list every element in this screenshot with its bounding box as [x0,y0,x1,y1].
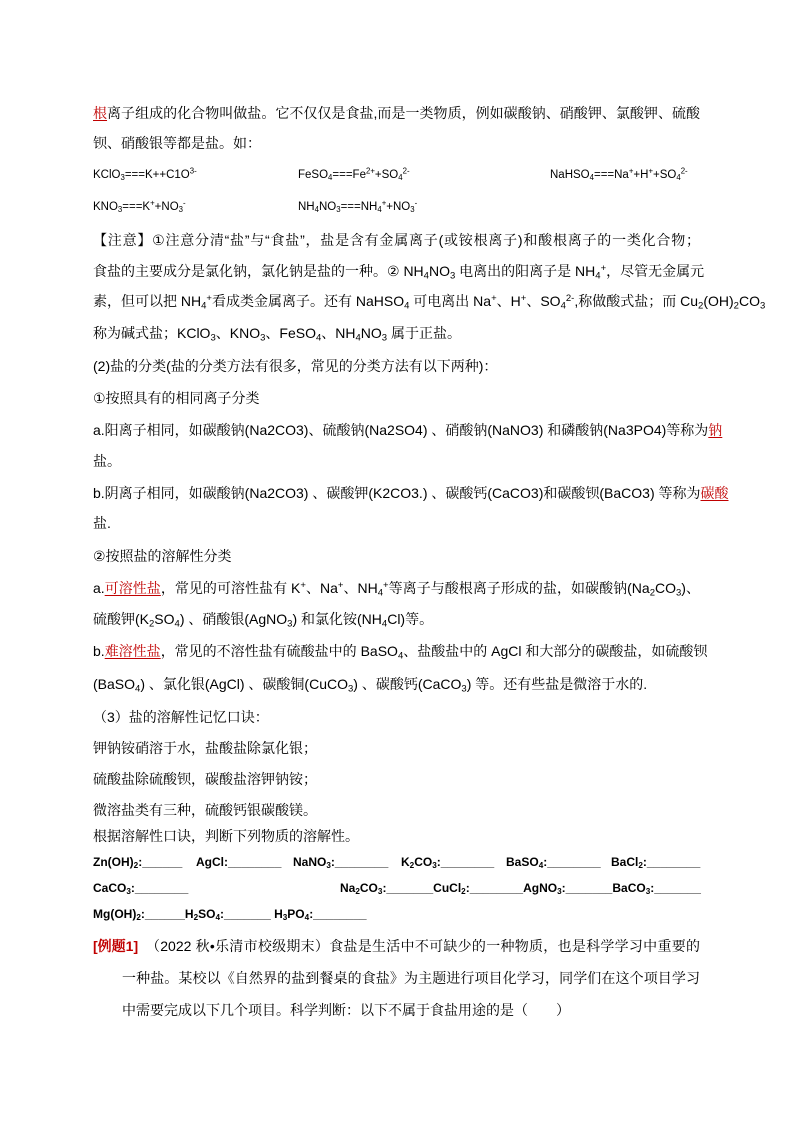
text-run: K [401,855,410,869]
intro-line [93,105,700,121]
text-run: 【注意】①注意分清“盐”与“食盐”，盐是含有金属离子(或铵根离子)和酸根离子的一类化合物； [93,232,700,248]
highlighted-term: 根 [93,105,108,121]
text-run: PO [287,907,305,921]
text-run: 盐。 [93,453,121,469]
text-run: a.阳离子相同，如碳酸钠(Na2CO3)、硫酸钠(Na2SO4) 、硝酸钠(NaNO3) 和磷酸钠(Na3PO4)等称为 [93,422,709,438]
subscript: 4 [404,300,410,312]
text-run: +SO [653,169,677,181]
subscript: 4 [423,270,429,282]
quiz-item [93,881,188,895]
text-run: ===K [122,201,151,213]
text-run: :_______CuCl [382,881,462,895]
text-run: )、 [681,580,700,596]
subscript: 2 [355,887,360,897]
subscript: 4 [377,204,382,214]
subscript: 3 [377,887,383,897]
text-run: :_______BaCO [561,881,646,895]
text-run: 、KNO [215,325,261,341]
superscript: + [491,292,497,304]
text-run: NaNO [293,855,327,869]
text-run: CO [359,881,378,895]
subscript: 2 [649,587,655,599]
text-run: 称为碱式盐；KClO [93,325,211,341]
text-run: :________ [309,907,367,921]
text-run: 一种盐。某校以《自然界的盐到餐桌的食盐》为主题进行项目化学习，同学们在这个项目学习 [122,970,700,986]
text-run: 、SO [526,293,561,309]
subscript: 4 [135,683,141,695]
text-run: AgCl:________ [196,855,282,869]
text-run: 电离出的阳离子是 NH [455,263,596,279]
example-label [93,938,138,954]
body-line [93,611,434,630]
body-line [93,676,648,695]
text-run: 离子组成的化合物叫做盐。它不仅仅是食盐,而是一类物质，例如碳酸钠、硝酸钾、氯酸钾、硫酸 [107,105,701,121]
superscript: 2- [680,166,688,176]
text-run: 中需要完成以下几个项目。科学判断：以下不属于食盐用途的是（ ） [122,1002,570,1018]
subscript: 3 [461,683,467,695]
subscript: 3 [326,861,331,871]
superscript: 2- [402,166,410,176]
text-run: CO [655,580,676,596]
subscript: 4 [397,650,404,662]
superscript: 2- [565,292,575,304]
subscript: 2 [409,861,415,871]
subscript: 2 [638,861,643,871]
text-run: 素，但可以把 NH [93,293,202,309]
ionization-equation [93,168,197,182]
text-run: KClO [93,169,121,181]
body-line [93,453,121,469]
text-run: +H [633,169,649,181]
subscript: 3 [287,618,293,630]
text-run: NO [360,325,382,341]
subscript: 3 [557,887,562,897]
text-run: 硫酸盐除硫酸钡，碳酸盐溶钾钠铵； [93,771,317,787]
superscript: + [383,579,389,591]
text-run: ) 等。还有些盐是微溶于水的. [466,676,648,692]
text-run: KNO [93,201,118,213]
text-run: NO [318,201,337,213]
text-run: ===K++C1O [124,169,190,181]
subscript: 2 [698,300,704,312]
body-line [93,422,723,438]
highlighted-term: 碳酸 [700,485,729,501]
text-run: 硫酸钾(K [93,611,149,627]
superscript: + [206,292,212,304]
text-run: :________ [642,855,701,869]
superscript: - [183,198,186,208]
text-run: Mg(OH) [93,907,137,921]
subscript: 4 [381,618,388,630]
subscript: 2 [461,887,466,897]
superscript: + [300,579,306,591]
quiz-item [196,855,281,869]
text-run: ===NH [340,201,378,213]
text-run: :________AgNO [465,881,558,895]
text-run: NO [428,263,450,279]
text-run: +SO [374,169,399,181]
text-run: 、Na [305,580,338,596]
superscript: + [600,262,607,274]
text-run: NH [298,201,315,213]
subscript: 3 [759,300,766,312]
note-line [93,262,705,282]
text-run: ①按照具有的相同离子分类 [93,390,260,406]
text-run: ===Na [593,169,629,181]
text-run: 属于正盐。 [387,325,461,341]
example-line [122,1002,570,1018]
quiz-item [293,855,388,869]
subscript: 3 [676,587,682,599]
text-run: （3）盐的溶解性记忆口诀： [93,709,269,725]
ionization-equation [298,168,410,182]
mnemonic-line [93,740,317,756]
text-run: FeSO [298,169,329,181]
subscript: 3 [178,204,183,214]
superscript: 3- [189,166,197,176]
text-run: b. [93,643,105,659]
superscript: + [381,198,387,208]
text-run: CO [738,293,760,309]
quiz-item [340,881,701,895]
text-run: :________ [130,881,189,895]
text-run: 、H [496,293,521,309]
text-run: (OH) [703,293,734,309]
superscript: 2+ [365,166,375,176]
text-run: 钡、硝酸银等都是盐。如： [93,135,261,151]
note-line [93,292,766,312]
subscript: 2 [136,913,141,923]
text-run: :________ [543,855,601,869]
body-line [93,485,729,501]
subsection-heading [93,390,260,406]
text-run: NaHSO [550,169,590,181]
section-heading [93,358,497,374]
text-run: a. [93,580,105,596]
text-run: 盐. [93,515,111,531]
subscript: 3 [282,913,288,923]
text-run: ②按照盐的溶解性分类 [93,548,232,564]
subscript: 3 [120,172,125,182]
text-run: (BaSO [93,676,136,692]
text-run: (2)盐的分类(盐的分类方法有很多，常见的分类方法有以下两种)： [93,358,498,374]
superscript: + [648,166,653,176]
text-run: BaCl [611,855,639,869]
quiz-prompt [93,828,359,844]
subscript: 4 [398,172,403,182]
subscript: 3 [260,332,266,344]
text-run: ，常见的不溶性盐有硫酸盐中的 BaSO [160,643,398,659]
superscript: + [628,166,634,176]
superscript: + [337,579,344,591]
subscript: 3 [117,204,123,214]
body-line [93,643,708,662]
text-run: +NO [386,201,411,213]
text-run: ===Fe [332,169,366,181]
example-line [146,938,700,954]
subscript: 4 [355,332,361,344]
text-run: CaCO [93,881,127,895]
subscript: 2 [149,618,155,630]
ionization-equation [550,168,688,182]
text-run: 、NH [321,325,356,341]
highlighted-term: 可溶性盐 [104,580,161,596]
text-run: CO [414,855,433,869]
text-run: Na [340,881,356,895]
intro-line [93,135,261,151]
subscript: 4 [589,172,594,182]
subscript: 4 [328,172,333,182]
highlighted-term: 钠 [708,422,723,438]
subscript: 2 [133,861,139,871]
text-run: Cl)等。 [387,611,434,627]
quiz-item [611,855,700,869]
text-run: 、FeSO [265,325,316,341]
text-run: :________ [330,855,389,869]
text-run: 、盐酸盐中的 AgCl 和大部分的碳酸盐，如硫酸钡 [403,643,708,659]
subscript: 4 [215,913,221,923]
subscript: 3 [210,332,216,344]
text-run: 等离子与酸根离子形成的盐，如碳酸钠(Na [388,580,650,596]
text-run: ,称做酸式盐；而 Cu [574,293,699,309]
subscript: 4 [314,204,319,214]
subscript: 3 [347,683,354,695]
text-run: +NO [154,201,179,213]
subscript: 4 [377,587,384,599]
quiz-item [506,855,601,869]
subscript: 3 [645,887,651,897]
example-line [122,970,700,986]
subscript: 3 [432,861,437,871]
text-run: ) 、碳酸钙(CaCO [353,676,462,692]
ionization-equation [93,200,186,214]
subsection-heading [93,548,232,564]
section-heading [93,709,269,725]
subscript: 3 [381,332,388,344]
text-run: 看成类金属离子。还有 NaHSO [211,293,405,309]
note-line [93,325,461,344]
text-run: ) 和氯化铵(NH [292,611,382,627]
subscript: 4 [315,332,322,344]
text-run: ，尽管无金属元 [606,263,705,279]
text-run: SO [154,611,175,627]
quiz-item [93,907,367,921]
subscript: 3 [410,204,415,214]
example-tag: [例题1] [93,938,139,954]
subscript: 3 [126,887,131,897]
subscript: 4 [174,618,180,630]
text-run: 微溶盐类有三种，硫酸钙银碳酸镁。 [93,802,317,818]
text-run: 钾钠铵硝溶于水，盐酸盐除氯化银； [93,740,317,756]
text-run: :______H [140,907,194,921]
text-run: ) 、硝酸银(AgNO [179,611,288,627]
text-run: :_______ [650,881,701,895]
text-run: :________ [436,855,495,869]
text-run: b.阴离子相同，如碳酸钠(Na2CO3) 、碳酸钾(K2CO3.) 、碳酸钙(CaCO3)和碳酸钡(BaCO3) 等称为 [93,485,701,501]
superscript: + [520,292,527,304]
text-run: 根据溶解性口诀，判断下列物质的溶解性。 [93,828,359,844]
text-run: 可电离出 Na [409,293,492,309]
text-run: 食盐的主要成分是氯化钠，氯化钠是盐的一种。② NH [93,263,424,279]
subscript: 4 [560,300,566,312]
text-run: （2022 秋•乐清市校级期末）食盐是生活中不可缺少的一种物质，也是科学学习中重要的 [146,938,700,954]
subscript: 4 [676,172,681,182]
text-run: :______ [138,855,183,869]
subscript: 4 [201,300,207,312]
body-line [93,579,700,599]
subscript: 4 [538,861,544,871]
text-run: ) 、氯化银(AgCl) 、碳酸铜(CuCO [140,676,348,692]
mnemonic-line [93,771,317,787]
text-run: 、NH [343,580,378,596]
superscript: - [414,198,418,208]
text-run: :_______ H [220,907,283,921]
text-run: BaSO [506,855,539,869]
mnemonic-line [93,802,317,818]
quiz-item [93,855,182,869]
highlighted-term: 难溶性盐 [104,643,161,659]
ionization-equation [298,200,417,214]
subscript: 4 [595,270,601,282]
text-run: Zn(OH) [93,855,134,869]
subscript: 2 [733,300,739,312]
subscript: 2 [193,913,199,923]
quiz-item [401,855,494,869]
note-line [93,232,700,248]
subscript: 3 [449,270,456,282]
text-run: SO [198,907,216,921]
body-line [93,515,111,531]
subscript: 4 [304,913,310,923]
subscript: 3 [336,204,341,214]
text-run: ，常见的可溶性盐有 K [160,580,301,596]
superscript: + [150,198,155,208]
